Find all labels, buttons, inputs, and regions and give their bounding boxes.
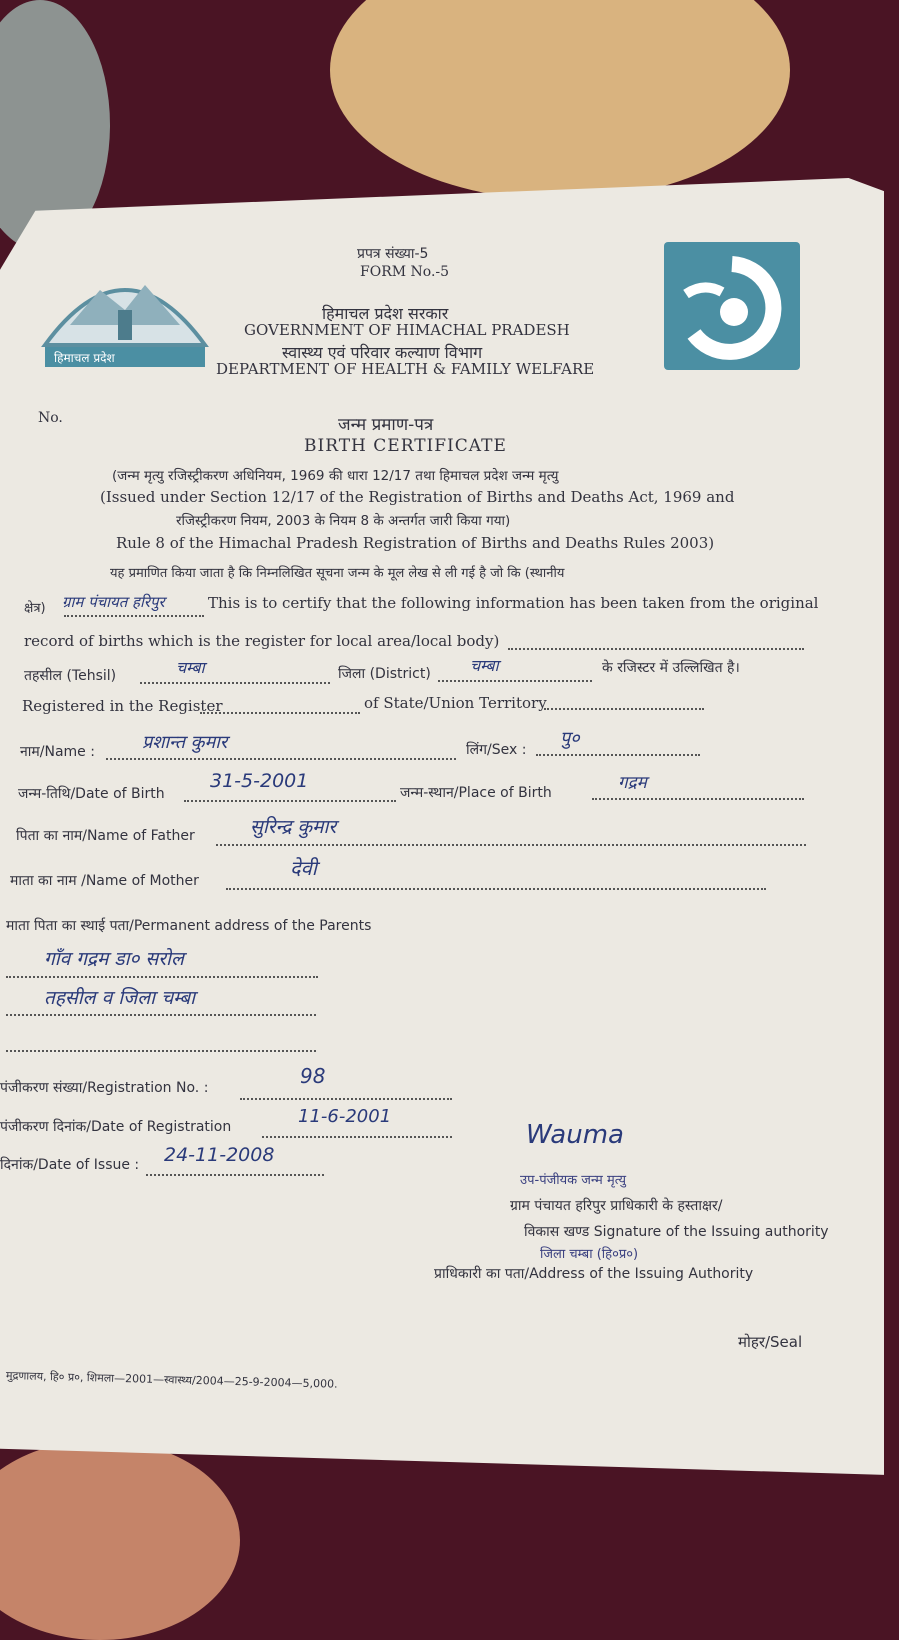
background-flower	[0, 1440, 240, 1640]
regno-label: पंजीकरण संख्या/Registration No. :	[0, 1080, 209, 1096]
name-dots	[106, 758, 456, 760]
department-hindi: स्वास्थ्य एवं परिवार कल्याण विभाग	[282, 343, 483, 362]
regdate-label: पंजीकरण दिनांक/Date of Registration	[0, 1119, 232, 1135]
stamp-line-2: ग्राम पंचायत हरिपुर प्राधिकारी के हस्ताक्षर/	[510, 1198, 723, 1214]
issue-date-dots	[146, 1174, 324, 1176]
address-label: माता पिता का स्थाई पता/Permanent address of the Parents	[6, 918, 372, 934]
tehsil-value: चम्बा	[176, 658, 205, 677]
sex-dots	[536, 754, 700, 756]
address-line-2: तहसील व जिला चम्बा	[44, 987, 196, 1009]
certify-english-2: record of births which is the register for local area/local body)	[24, 632, 500, 650]
state-dots	[544, 708, 704, 710]
issued-line-2: (Issued under Section 12/17 of the Registration of Births and Deaths Act, 1969 and	[100, 488, 735, 506]
name-label: नाम/Name :	[20, 744, 95, 760]
government-title: GOVERNMENT OF HIMACHAL PRADESH	[244, 321, 570, 339]
form-number: FORM No.-5	[360, 264, 450, 280]
address-dots-3	[6, 1050, 316, 1052]
father-value: सुरिन्द्र कुमार	[250, 816, 337, 838]
issued-line-1: (जन्म मृत्यु रजिस्ट्रीकरण अधिनियम, 1969 की धारा 12/17 तथा हिमाचल प्रदेश जन्म मृत्यु	[112, 468, 559, 484]
district-dots	[438, 680, 592, 682]
printer-footer: मुद्रणालय, हि० प्र०, शिमला—2001—स्वास्थ्य/2004—25-9-2004—5,000.	[5, 1369, 338, 1391]
regdate-value: 11-6-2001	[298, 1106, 392, 1127]
certify-english-1: This is to certify that the following information has been taken from the original	[208, 594, 819, 612]
address-dots-1	[6, 976, 318, 978]
kshetra-value: ग्राम पंचायत हरिपुर	[62, 593, 165, 611]
district-label: जिला (District)	[338, 666, 431, 682]
government-hindi: हिमाचल प्रदेश सरकार	[322, 304, 449, 323]
issued-line-3: रजिस्ट्रीकरण नियम, 2003 के नियम 8 के अन्तर्गत जारी किया गया)	[176, 513, 511, 529]
department-title: DEPARTMENT OF HEALTH & FAMILY WELFARE	[216, 360, 595, 378]
certificate-number-label: No.	[38, 410, 63, 426]
name-value: प्रशान्त कुमार	[142, 732, 228, 753]
dob-label: जन्म-तिथि/Date of Birth	[18, 786, 165, 802]
address-line-1: गाँव गद्रम डा० सरोल	[44, 948, 184, 970]
pob-value: गद्रम	[618, 773, 647, 793]
authority-address-label: प्राधिकारी का पता/Address of the Issuing Authority	[434, 1266, 754, 1282]
stamp-line-1: उप-पंजीयक जन्म मृत्यु	[520, 1173, 627, 1188]
regno-value: 98	[300, 1064, 326, 1088]
dob-dots	[184, 800, 396, 802]
issued-line-4: Rule 8 of the Himachal Pradesh Registration of Births and Deaths Rules 2003)	[116, 534, 715, 552]
tehsil-dots	[140, 682, 330, 684]
pob-dots	[592, 798, 804, 800]
registered-dots	[200, 712, 360, 714]
sex-value: पु०	[560, 728, 580, 749]
form-number-hindi: प्रपत्र संख्या-5	[357, 246, 429, 262]
address-dots-2	[6, 1014, 316, 1016]
local-body-dots	[508, 648, 804, 650]
father-dots	[216, 844, 806, 846]
page-title: BIRTH CERTIFICATE	[304, 436, 507, 456]
state-label: of State/Union Territory	[364, 694, 547, 712]
kshetra-dots	[64, 615, 204, 617]
signature-label: विकास खण्ड Signature of the Issuing authority	[524, 1224, 829, 1240]
himachal-emblem-icon	[40, 255, 210, 375]
issue-date-label: दिनांक/Date of Issue :	[0, 1157, 140, 1173]
issue-date-value: 24-11-2008	[164, 1144, 275, 1166]
registered-label: Registered in the Register	[22, 697, 223, 715]
certify-hindi: यह प्रमाणित किया जाता है कि निम्नलिखित सूचना जन्म के मूल लेख से ली गई है जो कि (स्थानीय	[110, 566, 565, 581]
title-hindi: जन्म प्रमाण-पत्र	[338, 415, 434, 435]
mother-dots	[226, 888, 766, 890]
authority-signature: Wauma	[526, 1120, 624, 1150]
address-stamp: जिला चम्बा (हि०प्र०)	[540, 1247, 639, 1262]
regdate-dots	[262, 1136, 452, 1138]
tehsil-label: तहसील (Tehsil)	[24, 668, 117, 684]
mother-label: माता का नाम /Name of Mother	[10, 873, 199, 889]
regno-dots	[240, 1098, 452, 1100]
mother-value: देवी	[290, 856, 317, 880]
emblem-label: हिमाचल प्रदेश	[54, 351, 115, 365]
family-welfare-logo-icon	[664, 242, 800, 370]
seal-label: मोहर/Seal	[738, 1333, 803, 1351]
pob-label: जन्म-स्थान/Place of Birth	[400, 785, 552, 801]
kshetra-label: क्षेत्र)	[24, 601, 46, 616]
background-flower	[330, 0, 790, 200]
dob-value: 31-5-2001	[210, 770, 309, 792]
sex-label: लिंग/Sex :	[466, 742, 527, 758]
district-value: चम्बा	[470, 656, 499, 675]
register-suffix: के रजिस्टर में उल्लिखित है।	[602, 660, 740, 676]
father-label: पिता का नाम/Name of Father	[16, 828, 195, 844]
